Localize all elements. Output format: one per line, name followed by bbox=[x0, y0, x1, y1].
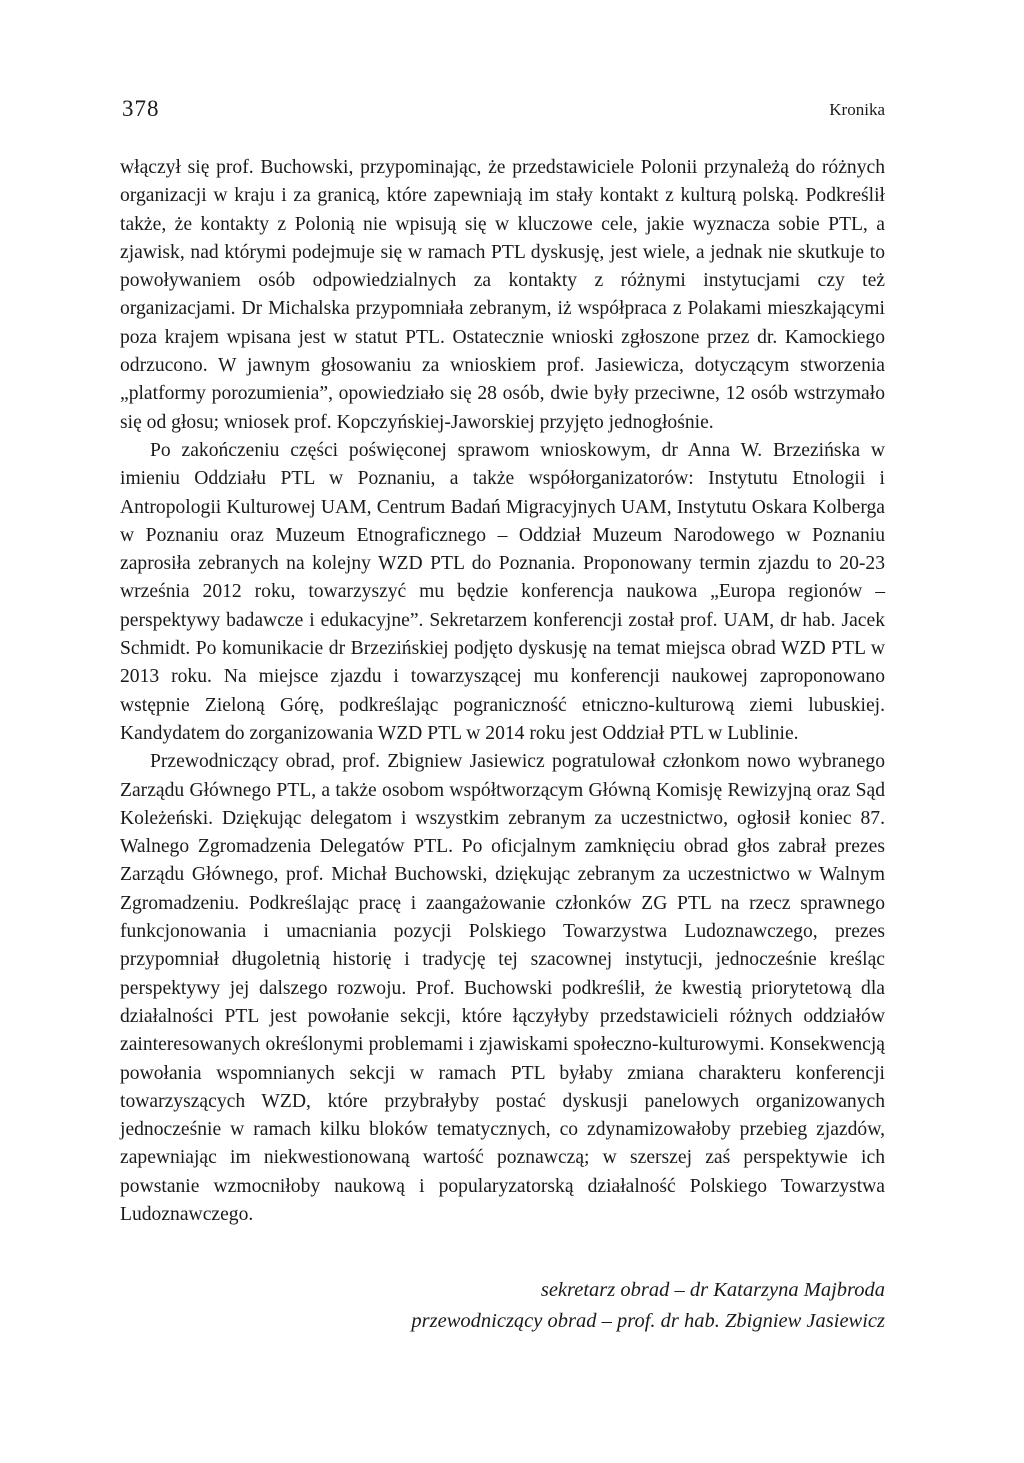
signatures bbox=[120, 1275, 885, 1337]
running-head bbox=[120, 96, 885, 126]
paragraph-closing: Przewodniczący obrad, prof. Zbigniew Jasiewicz pogratulował członkom nowo wybranego Zarządu Głównego PTL, a także osobom współtworzącym Główną Komisję Rewizyjną oraz Sąd Koleżeński. Dziękując delegatom i wszystkim zebranym za uczestnictwo, ogłosił koniec 87. Walnego Zgromadzenia Delegatów PTL. Po oficjalnym zamknięciu obrad głos zabrał prezes Zarządu Głównego, prof. Michał Buchowski, dziękując zebranym za uczestnictwo w Walnym Zgromadzeniu. Podkreślając pracę i zaangażowanie członków ZG PTL na rzecz sprawnego funkcjonowania i umacniania pozycji Polskiego Towarzystwa Ludoznawczego, prezes przypomniał długoletnią historię i tradycję tej szacownej instytucji, jednocześnie kreśląc perspektywy jej dalszego rozwoju. Prof. Buchowski podkreślił, że kwestią priorytetową dla działalności PTL jest powołanie sekcji, które łączyłyby przedstawicieli różnych oddziałów zainteresowanych określonymi problemami i zjawiskami społeczno-kulturowymi. Konsekwencją powołania wspomnianych sekcji w ramach PTL byłaby zmiana charakteru konferencji towarzyszących WZD, które przybrałyby postać dyskusji panelowych organizowanych jednocześnie w ramach kilku bloków tematycznych, co zdynamizowałoby przebieg zjazdów, zapewniając im niekwestionowaną wartość poznawczą; w szerszej zaś perspektywie ich powstanie wzmocniłoby naukową i popularyzatorską działalność Polskiego Towarzystwa Ludoznawczego. bbox=[120, 751, 885, 1225]
signature-secretary: sekretarz obrad – dr Katarzyna Majbroda bbox=[540, 1279, 885, 1301]
paragraph-continued: włączył się prof. Buchowski, przypominając, że przedstawiciele Polonii przynależą do różnych organizacji w kraju i za granicą, które zapewniają im stały kontakt z kulturą polską. Podkreślił także, że kontakty z Polonią nie wpisują się w kluczowe cele, jakie wyznacza sobie PTL, a zjawisk, nad którymi podejmuje się w ramach PTL dyskusję, jest wiele, a jednak nie skutkuje to powoływaniem osób odpowiedzialnych za kontakty z różnymi instytucjami czy też organizacjami. Dr Michalska przypomniała zebranym, iż współpraca z Polakami mieszkającymi poza krajem wpisana jest w statut PTL. Ostatecznie wnioski zgłoszone przez dr. Kamockiego odrzucono. W jawnym głosowaniu za wnioskiem prof. Jasiewicza, dotyczącym stworzenia „platformy porozumienia”, opowiedziało się 28 osób, dwie były przeciwne, 12 osób wstrzymało się od głosu; wniosek prof. Kopczyńskiej-Jaworskiej przyjęto jednogłośnie. bbox=[120, 157, 885, 433]
running-title: Kronika bbox=[829, 100, 885, 119]
page-number: 378 bbox=[122, 96, 160, 121]
document-page bbox=[120, 0, 885, 1463]
signature-chair: przewodniczący obrad – prof. dr hab. Zbigniew Jasiewicz bbox=[411, 1310, 885, 1332]
paragraph-next-congress: Po zakończeniu części poświęconej sprawom wnioskowym, dr Anna W. Brzezińska w imieniu Oddziału PTL w Poznaniu, a także współorganizatorów: Instytutu Etnologii i Antropologii Kulturowej UAM, Centrum Badań Migracyjnych UAM, Instytutu Oskara Kolberga w Poznaniu oraz Muzeum Etnograficznego – Oddział Muzeum Narodowego w Poznaniu zaprosiła zebranych na kolejny WZD PTL do Poznania. Proponowany termin zjazdu to 20-23 września 2012 roku, towarzyszyć mu będzie konferencja naukowa „Europa regionów – perspektywy badawcze i edukacyjne”. Sekretarzem konferencji został prof. UAM, dr hab. Jacek Schmidt. Po komunikacie dr Brzezińskiej podjęto dyskusję na temat miejsca obrad WZD PTL w 2013 roku. Na miejsce zjazdu i towarzyszącej mu konferencji naukowej zaproponowano wstępnie Zieloną Górę, podkreślając pograniczność etniczno-kulturową ziemi lubuskiej. Kandydatem do zorganizowania WZD PTL w 2014 roku jest Oddział PTL w Lublinie. bbox=[120, 439, 885, 744]
body-text bbox=[120, 154, 885, 1229]
